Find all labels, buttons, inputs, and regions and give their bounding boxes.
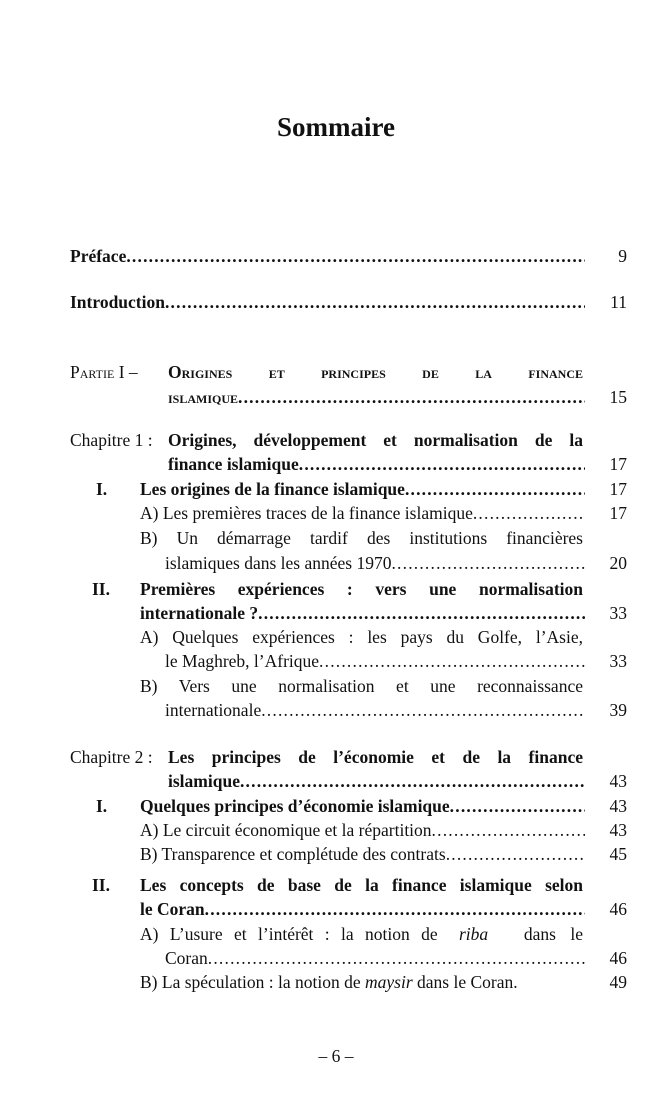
entry-text: islamique <box>168 387 239 407</box>
section-number: II. <box>92 875 110 895</box>
dot-leader <box>446 842 585 866</box>
toc-entry-chapitre-2[interactable] <box>168 769 585 793</box>
page-footer-number: – 6 – <box>318 1046 354 1066</box>
dot-leader <box>299 452 585 476</box>
toc-entry-section[interactable] <box>140 897 585 921</box>
subsection-line1 <box>140 922 583 946</box>
entry-text: le Coran <box>140 899 205 919</box>
toc-entry-subsection[interactable] <box>140 842 585 866</box>
toc-entry-subsection[interactable] <box>165 551 585 575</box>
entry-text: B) Transparence et complétude des contrats <box>140 844 446 864</box>
page-number: 39 <box>609 700 627 720</box>
page-title: Sommaire <box>277 112 395 142</box>
dot-leader <box>450 794 585 818</box>
dot-leader <box>258 601 585 625</box>
page-number: 17 <box>609 454 627 474</box>
dot-leader <box>126 244 585 268</box>
toc-entry-section[interactable] <box>140 794 585 818</box>
toc-entry-preface[interactable] <box>70 244 585 268</box>
dot-leader <box>405 477 585 501</box>
italic-term: riba <box>459 924 489 944</box>
dot-leader <box>432 818 585 842</box>
dot-leader <box>240 769 585 793</box>
chapter-title-line1: Origines, développement et normalisation de la <box>168 430 583 450</box>
text: dans le <box>509 924 583 944</box>
entry-text: Préface <box>70 246 127 266</box>
toc-entry-chapitre-1[interactable] <box>168 452 585 476</box>
page-number: 20 <box>609 553 627 573</box>
toc-entry-subsection[interactable] <box>140 970 518 994</box>
page-number: 46 <box>609 899 627 919</box>
page-number: 17 <box>609 479 627 499</box>
page-number: 11 <box>610 292 627 312</box>
subsection-line1: B) Un démarrage tardif des institutions financières <box>140 528 583 548</box>
toc-entry-section[interactable] <box>140 601 585 625</box>
entry-text: Les origines de la finance islamique <box>140 479 405 499</box>
page-number: 17 <box>609 503 627 523</box>
page-number: 33 <box>609 603 627 623</box>
toc-entry-subsection[interactable] <box>165 946 585 970</box>
entry-text: le Maghreb, l’Afrique <box>165 651 320 671</box>
entry-text: Coran <box>165 948 208 968</box>
text: dans le Coran. <box>412 972 518 992</box>
page-number: 49 <box>609 972 627 992</box>
entry-text: finance islamique <box>168 454 299 474</box>
toc-entry-subsection[interactable] <box>165 698 585 722</box>
entry-text: Introduction <box>70 292 165 312</box>
entry-text: internationale <box>165 700 262 720</box>
italic-term: maysir <box>365 972 413 992</box>
part-label: Partie I – <box>70 362 138 382</box>
section-number: II. <box>92 579 110 599</box>
page-number: 15 <box>609 387 627 407</box>
dot-leader <box>319 649 585 673</box>
toc-entry-partie-1[interactable] <box>168 385 585 409</box>
toc-entry-subsection[interactable] <box>165 649 585 673</box>
subsection-line1: A) Quelques expériences : les pays du Golfe, l’Asie, <box>140 627 583 647</box>
dot-leader <box>391 551 585 575</box>
dot-leader <box>165 290 585 314</box>
entry-text: islamique <box>168 771 240 791</box>
chapter-label: Chapitre 2 : <box>70 747 153 767</box>
entry-text: A) Les premières traces de la finance islamique <box>140 503 473 523</box>
entry-text: islamiques dans les années 1970 <box>165 553 392 573</box>
section-number: I. <box>96 479 108 499</box>
page-number: 46 <box>609 948 627 968</box>
dot-leader <box>261 698 585 722</box>
part-title-line1: Origines et principes de la finance <box>168 362 583 382</box>
dot-leader <box>205 897 585 921</box>
chapter-title-line1: Les principes de l’économie et de la finance <box>168 747 583 767</box>
toc-entry-section[interactable] <box>140 477 585 501</box>
page-number: 33 <box>609 651 627 671</box>
toc-entry-subsection[interactable] <box>140 818 585 842</box>
text: B) La spéculation : la notion de <box>140 972 366 992</box>
page-number: 43 <box>609 796 627 816</box>
dot-leader <box>238 385 585 409</box>
page-number: 43 <box>609 820 627 840</box>
dot-leader <box>473 501 585 525</box>
section-number: I. <box>96 796 108 816</box>
entry-text: A) Le circuit économique et la répartition <box>140 820 432 840</box>
chapter-label: Chapitre 1 : <box>70 430 153 450</box>
page-number: 45 <box>609 844 627 864</box>
page-number: 9 <box>618 246 627 266</box>
subsection-line1: B) Vers une normalisation et une reconnaissance <box>140 676 583 696</box>
entry-text: internationale ? <box>140 603 259 623</box>
section-title-line1: Premières expériences : vers une normalisation <box>140 579 583 599</box>
section-title-line1: Les concepts de base de la finance islamique selon <box>140 875 583 895</box>
toc-entry-introduction[interactable] <box>70 290 585 314</box>
toc-entry-subsection[interactable] <box>140 501 585 525</box>
page-number: 43 <box>609 771 627 791</box>
entry-text: Quelques principes d’économie islamique <box>140 796 450 816</box>
text: A) L’usure et l’intérêt : la notion de <box>140 924 438 944</box>
dot-leader <box>208 946 585 970</box>
